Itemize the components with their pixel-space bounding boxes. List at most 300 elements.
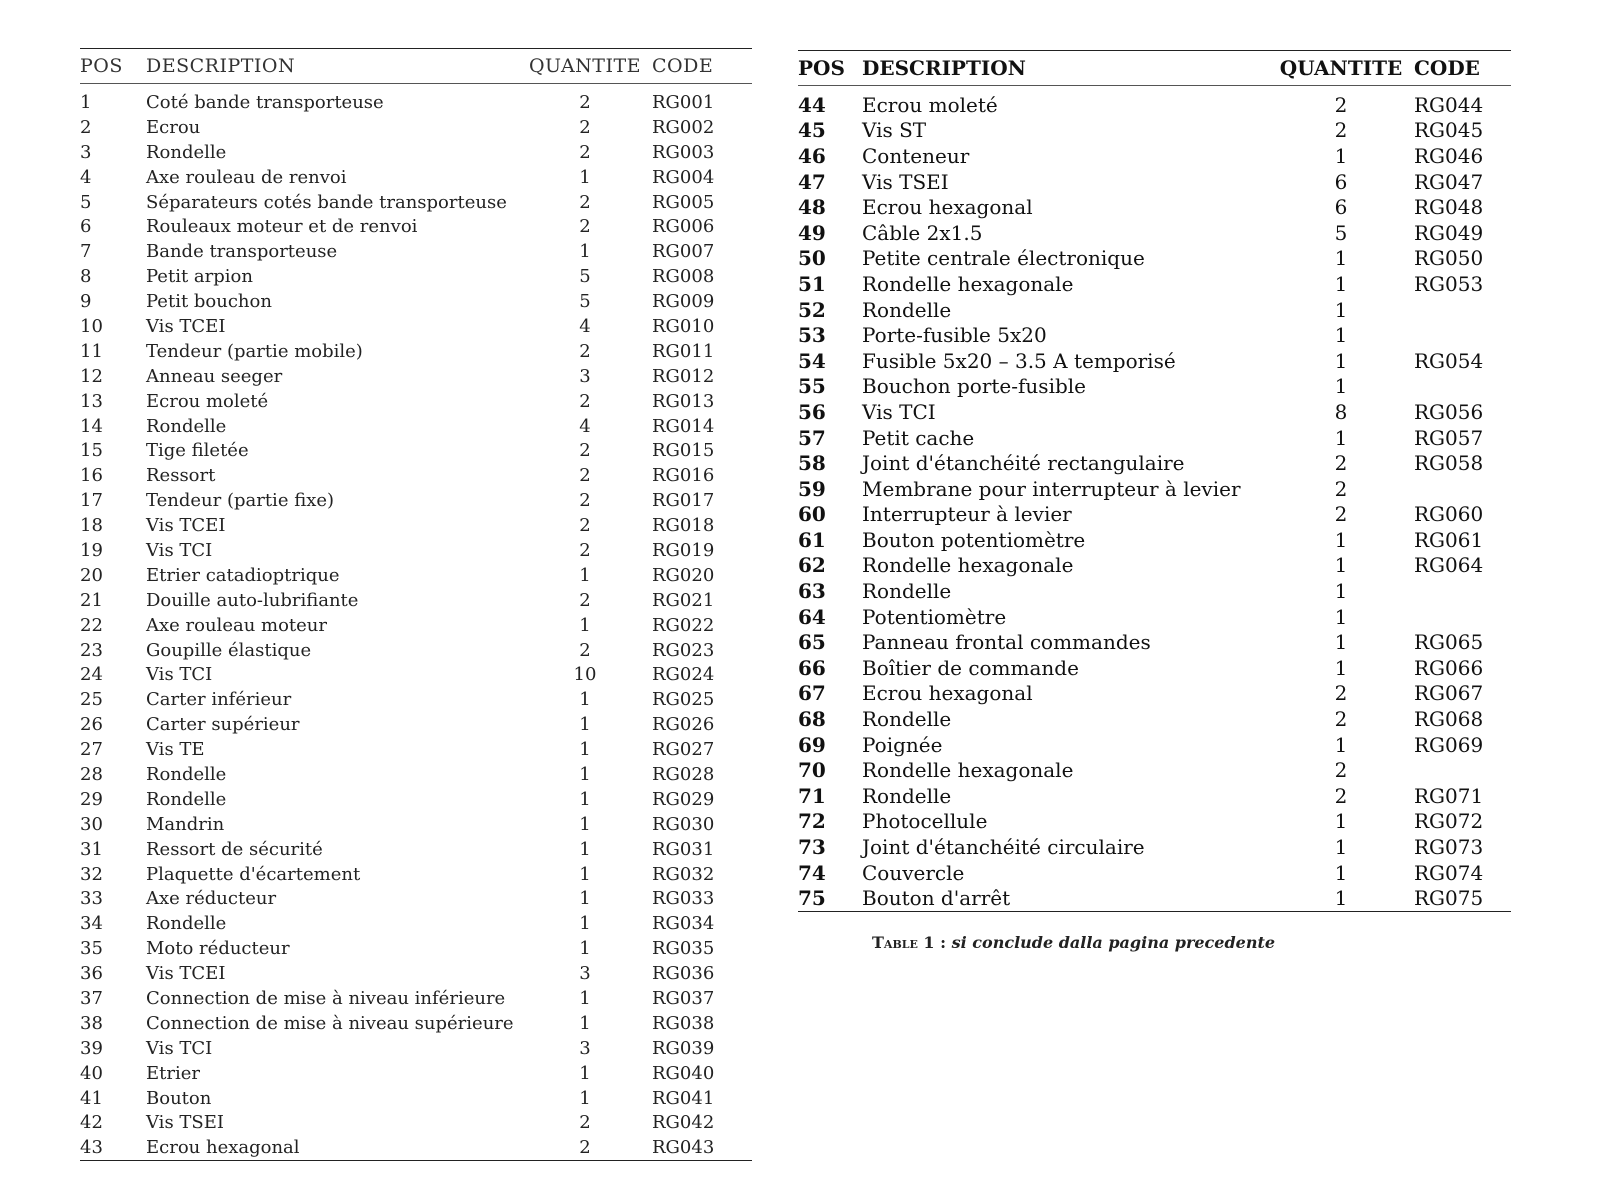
table-row xyxy=(80,289,752,314)
cell-description: Douille auto-lubrifiante xyxy=(146,589,359,611)
table-row xyxy=(80,762,752,787)
cell-pos: 52 xyxy=(798,297,826,322)
cell-quantite: 5 xyxy=(579,291,591,313)
cell-description: Rondelle hexagonale xyxy=(862,553,1074,578)
cell-code: RG001 xyxy=(652,91,715,113)
cell-quantite: 3 xyxy=(579,365,591,387)
cell-code: RG022 xyxy=(652,614,715,636)
cell-code: RG016 xyxy=(652,465,715,487)
cell-pos: 75 xyxy=(798,886,826,911)
cell-quantite: 10 xyxy=(573,664,597,686)
cell-quantite: 2 xyxy=(1334,758,1348,783)
table-row xyxy=(798,783,1511,809)
cell-pos: 1 xyxy=(80,91,92,113)
table-row xyxy=(80,1036,752,1061)
table-row xyxy=(80,84,752,115)
cell-pos: 25 xyxy=(80,689,103,711)
cell-code: RG032 xyxy=(652,863,715,885)
cell-pos: 73 xyxy=(798,835,826,860)
cell-description: Membrane pour interrupteur à levier xyxy=(862,476,1241,501)
table-row xyxy=(80,712,752,737)
cell-description: Ecrou moleté xyxy=(146,390,269,412)
table-row xyxy=(798,629,1511,655)
cell-description: Ecrou moleté xyxy=(862,92,998,117)
cell-quantite: 1 xyxy=(579,1062,591,1084)
cell-pos: 35 xyxy=(80,938,103,960)
header-row xyxy=(798,51,1511,86)
cell-quantite: 1 xyxy=(1334,860,1348,885)
cell-code: RG040 xyxy=(652,1062,715,1084)
table-row xyxy=(80,662,752,687)
cell-pos: 43 xyxy=(80,1137,103,1159)
cell-code: RG036 xyxy=(652,963,715,985)
cell-quantite: 1 xyxy=(579,838,591,860)
cell-quantite: 4 xyxy=(579,415,591,437)
table-row xyxy=(798,681,1511,707)
table-row xyxy=(798,834,1511,860)
cell-code: RG060 xyxy=(1414,502,1484,527)
cell-code xyxy=(1414,297,1511,323)
cell-description: Rondelle hexagonale xyxy=(862,758,1074,783)
table-header xyxy=(80,49,752,84)
table-row xyxy=(798,655,1511,681)
cell-pos: 4 xyxy=(80,166,92,188)
cell-quantite: 1 xyxy=(579,913,591,935)
table-row xyxy=(798,194,1511,220)
cell-description: Joint d'étanchéité rectangulaire xyxy=(862,451,1185,476)
cell-code: RG006 xyxy=(652,216,715,238)
cell-description: Vis TCI xyxy=(862,399,936,424)
header-description: DESCRIPTION xyxy=(146,49,518,84)
cell-pos: 48 xyxy=(798,195,826,220)
cell-quantite: 1 xyxy=(579,241,591,263)
cell-quantite: 8 xyxy=(1334,399,1348,424)
cell-pos: 2 xyxy=(80,116,92,138)
cell-pos: 33 xyxy=(80,888,103,910)
table-row xyxy=(798,604,1511,630)
cell-description: Axe rouleau de renvoi xyxy=(146,166,347,188)
cell-code: RG034 xyxy=(652,913,715,935)
cell-description: Moto réducteur xyxy=(146,938,290,960)
parts-table-right xyxy=(798,50,1511,916)
cell-quantite: 5 xyxy=(1334,220,1348,245)
table-row xyxy=(80,463,752,488)
table-row xyxy=(80,737,752,762)
cell-code: RG045 xyxy=(1414,118,1484,143)
cell-description: Vis TCI xyxy=(146,664,213,686)
cell-description: Rondelle xyxy=(862,579,952,604)
header-description: DESCRIPTION xyxy=(862,51,1268,86)
cell-pos: 32 xyxy=(80,863,103,885)
cell-quantite: 3 xyxy=(579,963,591,985)
cell-pos: 60 xyxy=(798,502,826,527)
table-row xyxy=(80,837,752,862)
cell-quantite: 4 xyxy=(579,315,591,337)
cell-quantite: 1 xyxy=(1334,630,1348,655)
header-pos: POS xyxy=(80,49,146,84)
table-row xyxy=(798,143,1511,169)
cell-quantite: 1 xyxy=(579,1012,591,1034)
cell-description: Fusible 5x20 – 3.5 A temporisé xyxy=(862,348,1176,373)
cell-pos: 44 xyxy=(798,92,826,117)
cell-code: RG049 xyxy=(1414,220,1484,245)
cell-quantite: 2 xyxy=(579,490,591,512)
cell-pos: 17 xyxy=(80,490,103,512)
cell-code: RG014 xyxy=(652,415,715,437)
cell-quantite: 1 xyxy=(579,1087,591,1109)
cell-description: Vis TCI xyxy=(146,539,213,561)
table-row xyxy=(80,1086,752,1111)
cell-code xyxy=(1414,757,1511,783)
cell-quantite: 1 xyxy=(1334,425,1348,450)
cell-code: RG013 xyxy=(652,390,715,412)
header-quantite: QUANTITE xyxy=(518,49,652,84)
table-row xyxy=(798,348,1511,374)
cell-description: Rondelle xyxy=(146,141,227,163)
cell-description: Carter supérieur xyxy=(146,714,300,736)
cell-description: Rondelle xyxy=(146,763,227,785)
cell-quantite: 2 xyxy=(1334,783,1348,808)
cell-code xyxy=(1414,604,1511,630)
cell-pos: 66 xyxy=(798,655,826,680)
cell-code: RG044 xyxy=(1414,92,1484,117)
table-header xyxy=(798,51,1511,86)
cell-description: Ecrou hexagonal xyxy=(862,681,1033,706)
cell-quantite: 1 xyxy=(1334,732,1348,757)
cell-quantite: 2 xyxy=(579,340,591,362)
table-row xyxy=(798,246,1511,272)
table-row xyxy=(80,687,752,712)
cell-quantite: 2 xyxy=(579,191,591,213)
cell-quantite: 6 xyxy=(1334,195,1348,220)
table-row xyxy=(798,706,1511,732)
cell-quantite: 2 xyxy=(579,539,591,561)
cell-code xyxy=(1414,322,1511,348)
cell-description: Axe réducteur xyxy=(146,888,277,910)
cell-code: RG003 xyxy=(652,141,715,163)
cell-pos: 11 xyxy=(80,340,103,362)
cell-pos: 40 xyxy=(80,1062,103,1084)
cell-code: RG021 xyxy=(652,589,715,611)
table-row xyxy=(798,578,1511,604)
cell-code: RG041 xyxy=(652,1087,715,1109)
table-row xyxy=(80,936,752,961)
cell-quantite: 1 xyxy=(1334,527,1348,552)
cell-code: RG017 xyxy=(652,490,715,512)
cell-description: Plaquette d'écartement xyxy=(146,863,361,885)
cell-code: RG066 xyxy=(1414,655,1484,680)
cell-description: Vis TSEI xyxy=(146,1112,224,1134)
table-row xyxy=(80,115,752,140)
cell-code: RG058 xyxy=(1414,451,1484,476)
cell-pos: 67 xyxy=(798,681,826,706)
cell-description: Connection de mise à niveau inférieure xyxy=(146,988,506,1009)
cell-pos: 8 xyxy=(80,266,92,288)
cell-quantite: 1 xyxy=(1334,297,1348,322)
cell-quantite: 1 xyxy=(579,714,591,736)
parts-table-left xyxy=(80,48,752,1165)
cell-quantite: 1 xyxy=(579,988,591,1009)
cell-description: Poignée xyxy=(862,732,943,757)
cell-quantite: 2 xyxy=(1334,118,1348,143)
cell-quantite: 2 xyxy=(579,589,591,611)
cell-pos: 74 xyxy=(798,860,826,885)
cell-description: Axe rouleau moteur xyxy=(146,614,328,636)
cell-description: Rondelle xyxy=(862,707,952,732)
cell-description: Porte-fusible 5x20 xyxy=(862,323,1047,348)
cell-quantite: 1 xyxy=(1334,835,1348,860)
cell-description: Coté bande transporteuse xyxy=(146,91,384,113)
cell-code: RG048 xyxy=(1414,195,1484,220)
table-row xyxy=(80,165,752,190)
cell-pos: 50 xyxy=(798,246,826,271)
table-row xyxy=(798,297,1511,323)
cell-quantite: 1 xyxy=(1334,143,1348,168)
table-row xyxy=(80,588,752,613)
cell-description: Potentiomètre xyxy=(862,604,1007,629)
cell-pos: 47 xyxy=(798,169,826,194)
cell-code: RG023 xyxy=(652,639,715,661)
cell-pos: 38 xyxy=(80,1012,103,1034)
cell-code: RG028 xyxy=(652,763,715,785)
cell-code: RG026 xyxy=(652,714,715,736)
cell-code: RG035 xyxy=(652,938,715,960)
header-pos: POS xyxy=(798,51,862,86)
table-row xyxy=(798,322,1511,348)
cell-code: RG069 xyxy=(1414,732,1484,757)
table-row xyxy=(80,563,752,588)
table-row xyxy=(80,911,752,936)
cell-pos: 72 xyxy=(798,809,826,834)
cell-quantite: 1 xyxy=(579,614,591,636)
cell-description: Carter inférieur xyxy=(146,689,292,711)
cell-code: RG007 xyxy=(652,241,715,263)
cell-pos: 34 xyxy=(80,913,103,935)
cell-pos: 16 xyxy=(80,465,103,487)
cell-quantite: 1 xyxy=(1334,348,1348,373)
table-row xyxy=(80,239,752,264)
cell-description: Photocellule xyxy=(862,809,988,834)
cell-pos: 26 xyxy=(80,714,103,736)
table-row xyxy=(798,732,1511,758)
table-row xyxy=(798,885,1511,911)
cell-description: Petite centrale électronique xyxy=(862,246,1145,271)
cell-pos: 13 xyxy=(80,390,103,412)
cell-description: Ressort de sécurité xyxy=(146,838,323,860)
cell-code xyxy=(1414,578,1511,604)
cell-code: RG068 xyxy=(1414,707,1484,732)
table-row xyxy=(798,425,1511,451)
cell-quantite: 2 xyxy=(1334,707,1348,732)
table-row xyxy=(80,364,752,389)
table-caption xyxy=(872,933,1275,952)
table-body xyxy=(798,86,1511,912)
table-row xyxy=(80,314,752,339)
cell-pos: 18 xyxy=(80,515,103,537)
cell-description: Joint d'étanchéité circulaire xyxy=(862,835,1145,860)
header-code: CODE xyxy=(652,49,752,84)
cell-description: Bouton xyxy=(146,1087,212,1109)
cell-pos: 9 xyxy=(80,291,92,313)
cell-code: RG057 xyxy=(1414,425,1484,450)
cell-pos: 37 xyxy=(80,988,103,1009)
cell-quantite: 6 xyxy=(1334,169,1348,194)
cell-description: Boîtier de commande xyxy=(862,655,1079,680)
cell-description: Ecrou hexagonal xyxy=(862,195,1033,220)
table-row xyxy=(80,986,752,1011)
cell-code: RG027 xyxy=(652,739,715,761)
cell-pos: 10 xyxy=(80,315,103,337)
table-row xyxy=(80,638,752,663)
cell-pos: 20 xyxy=(80,564,103,586)
cell-quantite: 1 xyxy=(579,689,591,711)
header-quantite: QUANTITE xyxy=(1268,51,1414,86)
cell-code: RG075 xyxy=(1414,886,1484,911)
cell-description: Rondelle hexagonale xyxy=(862,271,1074,296)
cell-pos: 56 xyxy=(798,399,826,424)
cell-code: RG009 xyxy=(652,291,715,313)
cell-description: Ecrou hexagonal xyxy=(146,1137,300,1159)
table-row xyxy=(80,264,752,289)
cell-description: Ressort xyxy=(146,465,216,487)
cell-pos: 31 xyxy=(80,838,103,860)
table-row xyxy=(798,809,1511,835)
cell-pos: 65 xyxy=(798,630,826,655)
cell-quantite: 2 xyxy=(579,1137,591,1159)
cell-pos: 63 xyxy=(798,579,826,604)
caption-label: Table 1 : xyxy=(872,933,947,952)
cell-code: RG053 xyxy=(1414,271,1484,296)
cell-description: Bouton d'arrêt xyxy=(862,886,1011,911)
cell-description: Interrupteur à levier xyxy=(862,502,1072,527)
cell-pos: 27 xyxy=(80,739,103,761)
cell-description: Rondelle xyxy=(146,788,227,810)
cell-quantite: 1 xyxy=(579,888,591,910)
cell-description: Câble 2x1.5 xyxy=(862,220,983,245)
table-row xyxy=(798,86,1511,118)
cell-description: Vis TCEI xyxy=(146,515,226,537)
table-row xyxy=(80,1111,752,1136)
cell-quantite: 2 xyxy=(1334,502,1348,527)
cell-pos: 58 xyxy=(798,451,826,476)
cell-quantite: 2 xyxy=(579,465,591,487)
cell-description: Conteneur xyxy=(862,143,970,168)
cell-code: RG025 xyxy=(652,689,715,711)
cell-quantite: 1 xyxy=(1334,271,1348,296)
cell-code: RG002 xyxy=(652,116,715,138)
cell-pos: 62 xyxy=(798,553,826,578)
table-row xyxy=(80,140,752,165)
cell-quantite: 2 xyxy=(579,390,591,412)
cell-code: RG065 xyxy=(1414,630,1484,655)
table-row xyxy=(798,860,1511,886)
table-row xyxy=(798,374,1511,400)
cell-code: RG043 xyxy=(652,1137,715,1159)
cell-description: Tige filetée xyxy=(146,440,249,462)
cell-quantite: 1 xyxy=(1334,246,1348,271)
cell-quantite: 1 xyxy=(579,813,591,835)
cell-description: Bouchon porte-fusible xyxy=(862,374,1086,399)
cell-code: RG018 xyxy=(652,515,715,537)
cell-quantite: 2 xyxy=(579,141,591,163)
cell-quantite: 3 xyxy=(579,1037,591,1059)
cell-code: RG072 xyxy=(1414,809,1484,834)
cell-description: Tendeur (partie fixe) xyxy=(146,490,335,512)
cell-quantite: 1 xyxy=(579,739,591,761)
cell-pos: 57 xyxy=(798,425,826,450)
cell-code: RG019 xyxy=(652,539,715,561)
cell-quantite: 2 xyxy=(1334,681,1348,706)
cell-pos: 39 xyxy=(80,1037,103,1059)
cell-pos: 15 xyxy=(80,440,103,462)
table-row xyxy=(798,271,1511,297)
cell-pos: 45 xyxy=(798,118,826,143)
cell-code: RG039 xyxy=(652,1037,715,1059)
table-row xyxy=(80,1061,752,1086)
table-row xyxy=(80,488,752,513)
caption-text: si conclude dalla pagina precedente xyxy=(951,933,1276,952)
cell-pos: 69 xyxy=(798,732,826,757)
cell-quantite: 1 xyxy=(1334,579,1348,604)
cell-quantite: 2 xyxy=(579,440,591,462)
cell-description: Etrier xyxy=(146,1062,200,1084)
cell-pos: 22 xyxy=(80,614,103,636)
cell-quantite: 2 xyxy=(579,639,591,661)
table-row xyxy=(80,887,752,912)
table-row xyxy=(80,389,752,414)
cell-pos: 3 xyxy=(80,141,92,163)
cell-pos: 61 xyxy=(798,527,826,552)
table-row xyxy=(798,169,1511,195)
cell-code: RG033 xyxy=(652,888,715,910)
cell-quantite: 1 xyxy=(579,763,591,785)
cell-pos: 28 xyxy=(80,763,103,785)
table-row xyxy=(80,438,752,463)
table-row xyxy=(798,450,1511,476)
cell-description: Vis TCEI xyxy=(146,315,226,337)
cell-code: RG038 xyxy=(652,1012,715,1034)
cell-code: RG074 xyxy=(1414,860,1484,885)
cell-description: Bouton potentiomètre xyxy=(862,527,1086,552)
cell-pos: 64 xyxy=(798,604,826,629)
cell-code xyxy=(1414,476,1511,502)
cell-description: Petit bouchon xyxy=(146,291,272,313)
table-row xyxy=(80,787,752,812)
cell-pos: 42 xyxy=(80,1112,103,1134)
cell-pos: 49 xyxy=(798,220,826,245)
cell-code: RG067 xyxy=(1414,681,1484,706)
cell-quantite: 1 xyxy=(579,863,591,885)
cell-description: Vis ST xyxy=(862,118,927,143)
footer-row xyxy=(798,912,1511,917)
cell-description: Petit cache xyxy=(862,425,975,450)
table-row xyxy=(80,812,752,837)
cell-pos: 7 xyxy=(80,241,92,263)
cell-pos: 54 xyxy=(798,348,826,373)
table-row xyxy=(798,527,1511,553)
table-row xyxy=(798,220,1511,246)
cell-code: RG011 xyxy=(652,340,715,362)
cell-pos: 71 xyxy=(798,783,826,808)
table-row xyxy=(80,339,752,364)
cell-description: Couvercle xyxy=(862,860,965,885)
cell-description: Vis TCI xyxy=(146,1037,213,1059)
cell-description: Rondelle xyxy=(146,913,227,935)
cell-pos: 12 xyxy=(80,365,103,387)
bottom-rule xyxy=(80,1161,752,1166)
table-row xyxy=(798,502,1511,528)
cell-pos: 41 xyxy=(80,1087,103,1109)
